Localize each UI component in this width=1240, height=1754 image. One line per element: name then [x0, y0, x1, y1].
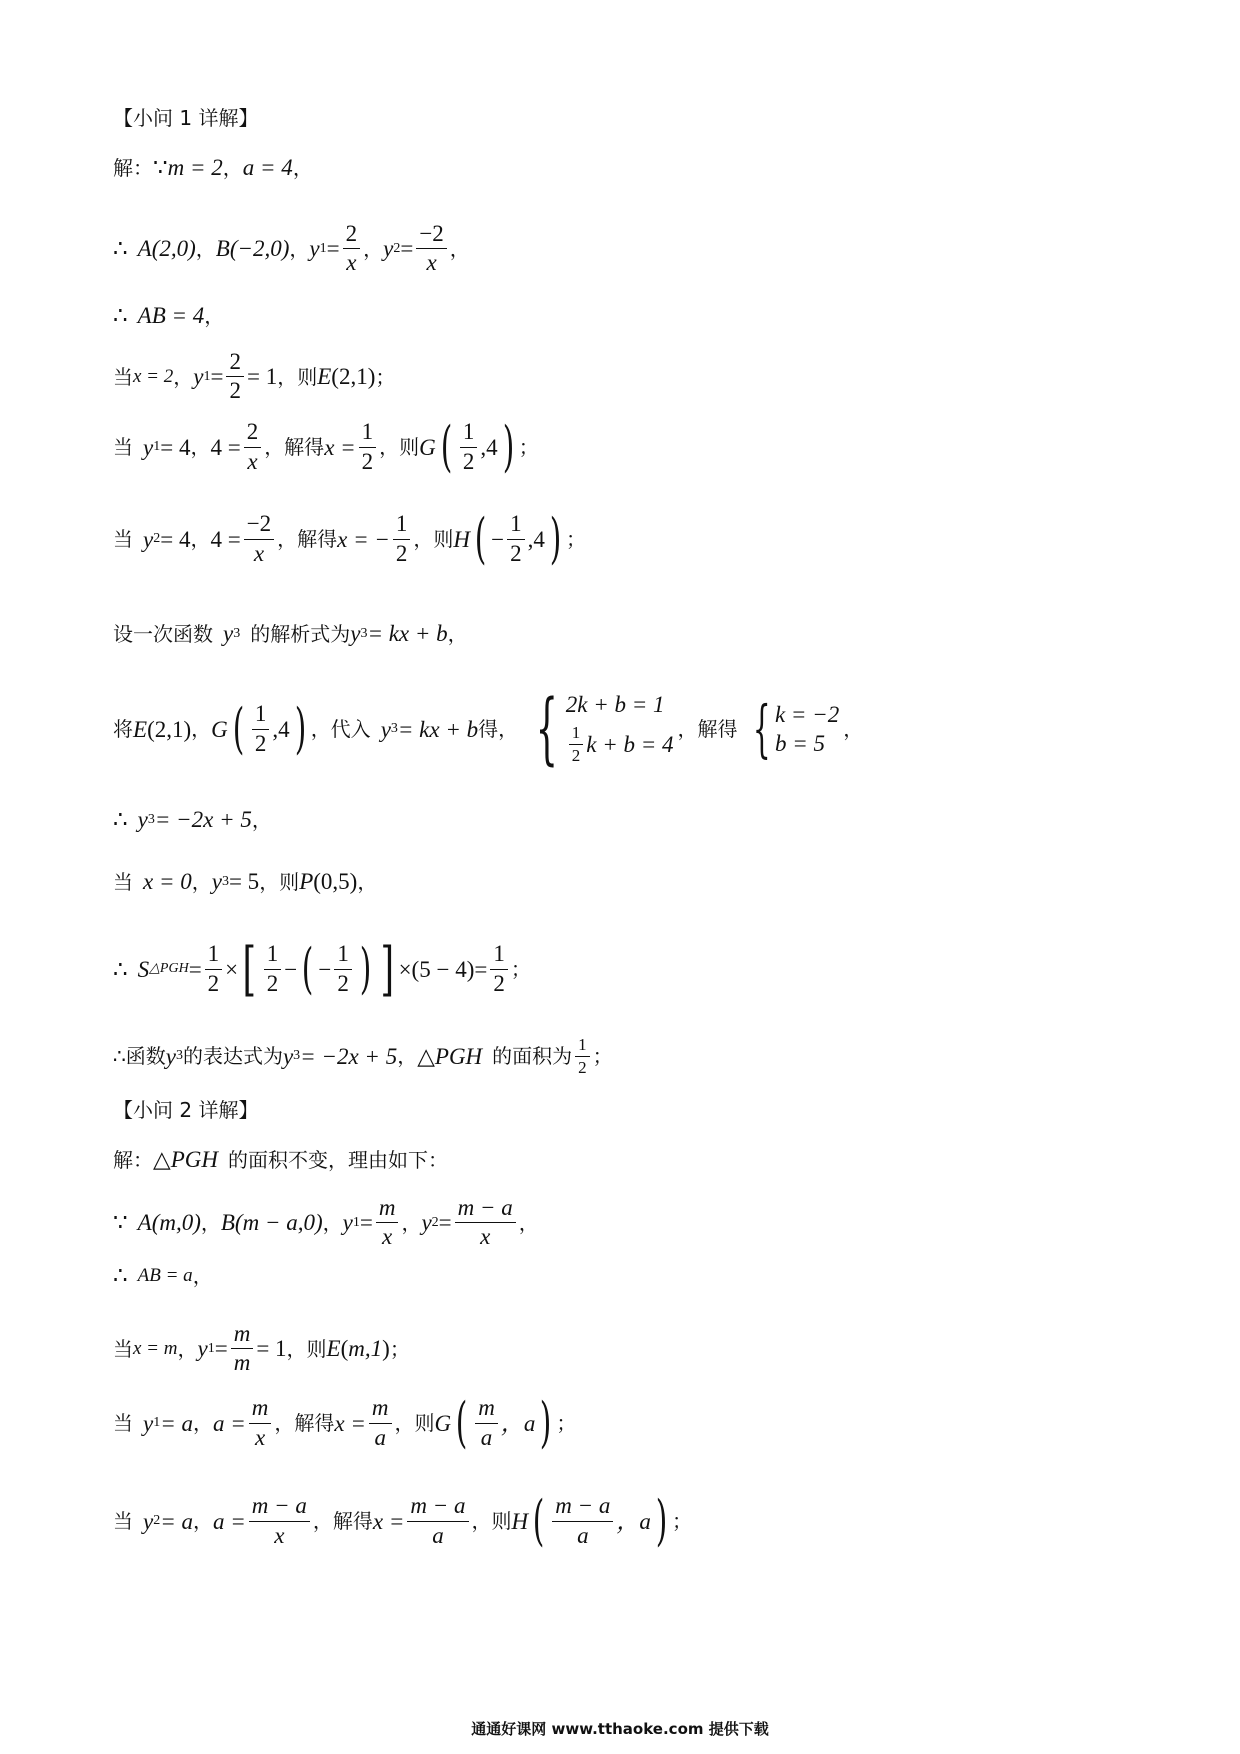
- math-expression: a = 4: [242, 155, 293, 180]
- math-expression: a =: [213, 1410, 246, 1436]
- therefore-symbol: ∴: [113, 1263, 128, 1288]
- s1-line-11: ∴ S △PGH = $\frac{1}{2}$ × [ $\frac{1}{2}$ − ( − $\frac{1}{2}$ ) ] × ( 5 − 4 ) = $\frac{1}{2}$ ；: [113, 935, 531, 1003]
- point-e: E: [133, 716, 148, 742]
- therefore-symbol: ∴: [113, 303, 128, 328]
- fraction: $\frac{m - a}{a}$: [407, 1494, 468, 1547]
- point-b: B(m − a,0): [220, 1210, 323, 1236]
- fraction: $\frac{1}{2}$: [490, 942, 508, 995]
- math-expression: = −2x + 5: [154, 807, 252, 832]
- text: 的解析式为: [250, 621, 351, 646]
- point-b: B(−2,0): [215, 236, 290, 262]
- equals: =: [188, 956, 202, 982]
- punctuation: ，: [447, 621, 468, 646]
- word-substitute: ，代入: [310, 717, 371, 741]
- math-expression: AB = 4: [137, 303, 205, 328]
- s2-line-6: 当 y 2 = a ， a = $\frac{m - a}{x}$ ，解得 x = $\frac{m - a}{a}$ ，则 H ( $\frac{m - a}{a}$ ，a ) ；: [113, 1489, 692, 1552]
- punctuation: ，: [192, 1263, 213, 1288]
- fraction: $\frac{m}{x}$: [376, 1196, 399, 1249]
- text: 设一次函数: [113, 621, 213, 646]
- section2-heading: [113, 1100, 258, 1120]
- section1-heading: [113, 108, 258, 128]
- fraction: $\frac{m}{a}$: [475, 1396, 498, 1449]
- coords: ,4: [480, 434, 498, 460]
- because-symbol: ∵: [113, 1210, 128, 1236]
- equation: k + b = 4: [586, 732, 674, 757]
- minus: −: [318, 956, 332, 982]
- solution-label: 解：: [113, 1147, 153, 1172]
- solution-label: 解：: [113, 155, 153, 180]
- word-when: 当: [113, 364, 133, 389]
- point-g: G: [419, 434, 436, 460]
- subscript: 3: [293, 1048, 301, 1064]
- var-y1: y: [143, 434, 154, 460]
- subscript: 2: [153, 1513, 161, 1528]
- word-put: 将: [113, 717, 133, 741]
- coords: 2,1: [338, 364, 368, 390]
- fraction: $\frac{1}{2}$: [205, 942, 223, 995]
- section2-heading-text: 【小问 2 详解】: [113, 1098, 259, 1122]
- math-expression: x =: [324, 434, 356, 460]
- text: 的面积为: [492, 1044, 573, 1069]
- word-when: 当: [113, 869, 133, 894]
- therefore-symbol: ∴: [113, 956, 128, 982]
- fraction: $\frac{1}{2}$: [252, 702, 270, 755]
- var-y3: y: [282, 1043, 294, 1069]
- math-expression: = 4: [160, 434, 191, 460]
- math-expression: 4 =: [210, 526, 241, 552]
- point-h: H: [453, 526, 471, 552]
- subscript: 1: [352, 1214, 360, 1230]
- punctuation: ；: [565, 527, 586, 551]
- var-y2: y: [143, 526, 154, 552]
- coords: ，a: [500, 1410, 536, 1436]
- math-expression: a =: [213, 1508, 246, 1534]
- var-y1: y: [193, 364, 204, 390]
- punctuation: ，: [191, 717, 212, 741]
- fraction: $\frac{1}{2}$: [575, 1036, 590, 1077]
- punctuation: ；: [556, 1411, 577, 1435]
- subscript: △PGH: [149, 961, 189, 976]
- math-expression: = 5: [228, 869, 260, 894]
- fraction: $\frac{m - a}{x}$: [249, 1494, 310, 1547]
- var-y3: y: [165, 1043, 176, 1069]
- word-when: 当: [113, 1411, 133, 1435]
- point-a: A(2,0): [137, 236, 196, 262]
- math-expression: = 1: [246, 364, 278, 390]
- therefore-symbol: ∴: [113, 236, 128, 262]
- fraction: $\frac{1}{2}$: [460, 420, 478, 473]
- solution: k = −2: [774, 702, 840, 727]
- punctuation: ；: [592, 1044, 613, 1069]
- math-expression: x = 2: [133, 366, 174, 388]
- var-y2: y: [143, 1508, 154, 1534]
- fraction: $\frac{2}{2}$: [226, 350, 244, 403]
- s1-line-5: 当 y 1 = 4 ， 4 = $\frac{2}{x}$ ，解得 x = $\frac{1}{2}$ ，则 G ( $\frac{1}{2}$ ,4 ) ；: [113, 415, 539, 478]
- word-solve: ，解得: [274, 1411, 335, 1435]
- s1-line-1: [113, 156, 313, 179]
- equals: =: [326, 236, 340, 262]
- word-solve: ，解得: [264, 435, 325, 459]
- subscript: 3: [221, 873, 229, 889]
- text: 的表达式为: [182, 1044, 283, 1069]
- solution-system: { k = −2 b = 5: [752, 692, 840, 765]
- conclusion-text: ∴函数: [113, 1044, 166, 1069]
- subscript: 2: [431, 1214, 439, 1230]
- subscript: 1: [153, 439, 161, 454]
- math-expression: m = 2: [167, 155, 223, 180]
- fraction: $\frac{2}{x}$: [343, 222, 361, 275]
- math-expression: = 4: [160, 526, 191, 552]
- punctuation: ；: [518, 435, 539, 459]
- math-expression: x = 0: [143, 869, 192, 894]
- s1-line-4: 当 x = 2 ， y 1 = $\frac{2}{2}$ = 1 ，则 E ( 2,1 ) ；: [113, 349, 396, 404]
- text: 的面积不变，理由如下：: [227, 1147, 448, 1172]
- word-then: ，则: [286, 1336, 327, 1361]
- word-when: 当: [113, 435, 133, 459]
- equation: 2k + b = 1: [565, 692, 665, 718]
- s2-line-5: 当 y 1 = a ， a = $\frac{m}{x}$ ，解得 x = $\frac{m}{a}$ ，则 G ( $\frac{m}{a}$ ，a ) ；: [113, 1391, 577, 1454]
- var-y3: y: [380, 716, 391, 742]
- subscript: 1: [203, 368, 211, 384]
- minus: −: [491, 526, 505, 552]
- punctuation: ；: [671, 1509, 692, 1533]
- var-y3: y: [223, 621, 234, 646]
- equals: =: [438, 1210, 452, 1236]
- punctuation: ，: [222, 155, 243, 180]
- math-expression: = a: [160, 1410, 193, 1436]
- s2-line-3: [113, 1264, 213, 1287]
- word-when: 当: [113, 1509, 133, 1533]
- triangle-pgh: △PGH: [153, 1147, 218, 1172]
- word-when: 当: [113, 527, 133, 551]
- punctuation: ；: [389, 1336, 410, 1361]
- s1-line-2: ∴ A(2,0) ， B(−2,0) ， y 1 = $\frac{2}{x}$ ， y 2 = $\frac{-2}{x}$ ，: [113, 221, 470, 276]
- coords: ,4: [272, 716, 290, 742]
- word-then: ，则: [413, 527, 454, 551]
- punctuation: ，: [397, 1044, 418, 1069]
- coords: 0,5: [320, 869, 350, 894]
- footer-text: 通通好课网 www.tthaoke.com 提供下载: [471, 1720, 769, 1738]
- s1-line-12: [113, 1036, 613, 1077]
- word-then: ，则: [394, 1411, 435, 1435]
- fraction: $\frac{1}{2}$: [359, 420, 377, 473]
- math-expression: = 1: [256, 1336, 287, 1362]
- fraction: $\frac{m}{m}$: [231, 1322, 254, 1375]
- word-then: ，则: [277, 364, 318, 389]
- s1-line-6: 当 y 2 = 4 ， 4 = $\frac{-2}{x}$ ，解得 x = − $\frac{1}{2}$ ，则 H ( − $\frac{1}{2}$ ,4 ) ；: [113, 507, 586, 570]
- math-expression: = kx + b: [367, 621, 448, 646]
- subscript: 3: [147, 811, 155, 827]
- times: ×: [398, 956, 412, 982]
- var-y2: y: [421, 1210, 432, 1236]
- punctuation: ，: [251, 807, 272, 832]
- punctuation: ，: [357, 869, 378, 894]
- subscript: 2: [393, 240, 401, 256]
- fraction: $\frac{1}{2}$: [569, 724, 584, 765]
- point-h: H: [511, 1508, 529, 1534]
- word-then: ，则: [259, 869, 300, 894]
- punctuation: ，: [518, 1210, 539, 1235]
- fraction: $\frac{m - a}{x}$: [455, 1196, 516, 1249]
- punctuation: ，: [292, 155, 313, 180]
- subscript: 3: [390, 721, 398, 736]
- fraction: $\frac{2}{x}$: [244, 420, 262, 473]
- point-p: P: [299, 869, 314, 894]
- word-solve: ，解得: [277, 527, 338, 551]
- equals: =: [474, 956, 488, 982]
- word-solve: ，解得: [677, 717, 738, 741]
- fraction: $\frac{1}{2}$: [334, 942, 352, 995]
- fraction: $\frac{m}{x}$: [249, 1396, 272, 1449]
- word-get: 得，: [478, 717, 519, 741]
- page-footer: [0, 1718, 1240, 1739]
- var-y1: y: [143, 1410, 154, 1436]
- therefore-symbol: ∴: [113, 807, 128, 832]
- math-expression: AB = a: [137, 1265, 193, 1286]
- coords: ，a: [616, 1508, 651, 1534]
- punctuation: ；: [510, 957, 531, 981]
- s1-line-9: [113, 808, 272, 831]
- coords: m,1: [348, 1336, 383, 1362]
- subscript: 1: [207, 1340, 215, 1356]
- fraction: $\frac{1}{2}$: [507, 512, 525, 565]
- word-then: ，则: [379, 435, 420, 459]
- s1-line-3: ∴ AB = 4 ，: [113, 303, 225, 328]
- var-y3: y: [211, 869, 222, 894]
- s1-line-8: 将 E ( 2,1 ) ， G ( $\frac{1}{2}$ ,4 ) ，代入 y 3 = kx + b 得， { 2k + b = 1 $\frac{1}{2}$ k + b = 4 ，解得 { k = −2 b = 5 ，: [113, 684, 864, 774]
- fraction: $\frac{-2}{x}$: [244, 512, 274, 565]
- solution: b = 5: [774, 731, 825, 756]
- var-y3: y: [350, 621, 361, 646]
- math-expression: x =: [334, 1410, 366, 1436]
- s2-line-4: 当 x = m ， y 1 = $\frac{m}{m}$ = 1 ，则 E ( m,1 ) ；: [113, 1321, 410, 1376]
- var-y2: y: [383, 236, 394, 262]
- math-expression: x =: [372, 1508, 405, 1534]
- fraction: $\frac{m - a}{a}$: [552, 1494, 613, 1547]
- equals: =: [359, 1210, 373, 1236]
- math-expression: = −2x + 5: [300, 1043, 398, 1069]
- math-expression: x = m: [133, 1338, 178, 1360]
- coords: ,4: [527, 526, 545, 552]
- equals: =: [214, 1336, 228, 1362]
- subscript: 2: [153, 531, 161, 546]
- s2-line-2: ∵ A(m,0) ， B(m − a,0) ， y 1 = $\frac{m}{x}$ ， y 2 = $\frac{m - a}{x}$ ，: [113, 1195, 539, 1250]
- s2-line-1: [113, 1148, 448, 1171]
- point-g: G: [434, 1410, 452, 1436]
- s1-line-10: 当 x = 0 ， y 3 = 5 ，则 P ( 0,5 ) ，: [113, 869, 378, 894]
- equation-system: { 2k + b = 1 $\frac{1}{2}$ k + b = 4: [535, 684, 674, 774]
- triangle-pgh: △PGH: [417, 1043, 483, 1069]
- var-y1: y: [309, 236, 320, 262]
- equals: =: [400, 236, 414, 262]
- word-solve: ，解得: [312, 1509, 373, 1533]
- point-e: E: [326, 1336, 341, 1362]
- math-expression: = a: [160, 1508, 193, 1534]
- var-y1: y: [342, 1210, 353, 1236]
- fraction: $\frac{1}{2}$: [393, 512, 411, 565]
- section1-heading-text: 【小问 1 详解】: [113, 106, 259, 130]
- point-g: G: [211, 716, 228, 742]
- word-then: ，则: [471, 1509, 512, 1533]
- subscript: 1: [153, 1415, 161, 1430]
- area-symbol: S: [137, 956, 150, 982]
- math-expression: 5 − 4: [419, 956, 467, 982]
- punctuation: ；: [375, 364, 396, 389]
- point-e: E: [317, 364, 332, 390]
- subscript: 3: [360, 625, 368, 641]
- subscript: 3: [233, 625, 241, 641]
- math-expression: x = −: [337, 526, 390, 552]
- s1-line-7: [113, 622, 468, 645]
- fraction: $\frac{-2}{x}$: [416, 222, 446, 275]
- equals: =: [210, 364, 224, 390]
- var-y3: y: [137, 807, 148, 832]
- math-expression: = kx + b: [397, 716, 479, 742]
- fraction: $\frac{1}{2}$: [264, 942, 282, 995]
- times: ×: [225, 956, 239, 982]
- word-when: 当: [113, 1336, 133, 1361]
- minus: −: [284, 956, 298, 982]
- because-symbol: ∵: [153, 155, 168, 180]
- subscript: 1: [319, 240, 327, 256]
- coords: 2,1: [154, 716, 184, 742]
- point-a: A(m,0): [137, 1210, 201, 1236]
- punctuation: ，: [843, 717, 864, 741]
- fraction: $\frac{m}{a}$: [369, 1396, 392, 1449]
- math-expression: 4 =: [210, 434, 241, 460]
- var-y1: y: [197, 1336, 208, 1362]
- subscript: 3: [175, 1048, 183, 1064]
